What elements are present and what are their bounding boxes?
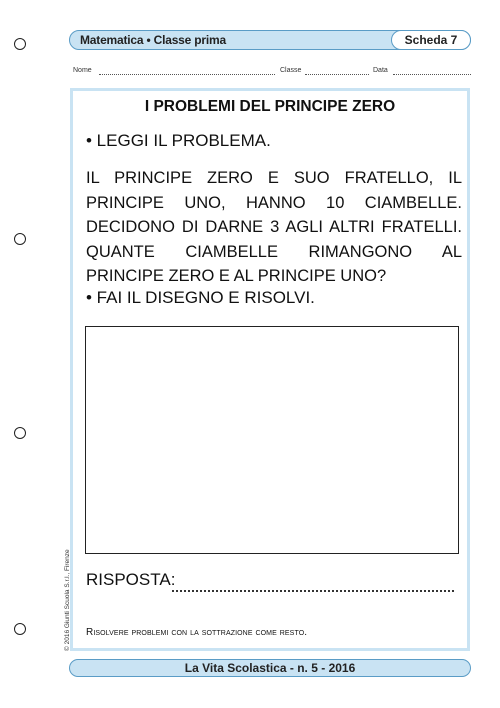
learning-objective: Risolvere problemi con la sottrazione come resto. — [86, 627, 308, 638]
answer-line[interactable] — [172, 576, 454, 592]
date-field-line[interactable] — [393, 74, 471, 75]
binder-hole-bottom — [14, 623, 26, 635]
worksheet-title: I PROBLEMI DEL PRINCIPE ZERO — [144, 98, 396, 115]
class-field-label: Classe — [280, 67, 302, 74]
class-field-line[interactable] — [305, 74, 369, 75]
name-field-label: Nome — [73, 67, 92, 74]
instruction-read: • LEGGI IL PROBLEMA. — [86, 131, 271, 150]
copyright-notice: © 2016 Giunti Scuola S.r.l., Firenze — [64, 549, 71, 651]
drawing-box[interactable] — [85, 326, 459, 554]
problem-text: IL PRINCIPE ZERO E SUO FRATELLO, IL PRINCIPE UNO, HANNO 10 CIAMBELLE. DECIDONO DI DARNE 3 AGLI ALTRI FRATELLI. QUANTE CIAMBELLE RIMANGONO AL PRINCIPE ZERO E AL PRINCIPE UNO? — [86, 169, 462, 285]
binder-hole-top — [14, 38, 26, 50]
student-info-fields — [73, 67, 471, 79]
date-field-label: Data — [373, 67, 388, 74]
name-field-line[interactable] — [99, 74, 275, 75]
sheet-number-badge: Scheda 7 — [391, 30, 471, 50]
answer-label: RISPOSTA: — [86, 570, 176, 589]
subject-label: Matematica • Classe prima — [80, 33, 226, 47]
header-bar — [69, 30, 471, 50]
binder-hole-upper-middle — [14, 233, 26, 245]
binder-hole-lower-middle — [14, 427, 26, 439]
instruction-draw: • FAI IL DISEGNO E RISOLVI. — [86, 288, 315, 307]
footer-bar: La Vita Scolastica - n. 5 - 2016 — [69, 659, 471, 677]
